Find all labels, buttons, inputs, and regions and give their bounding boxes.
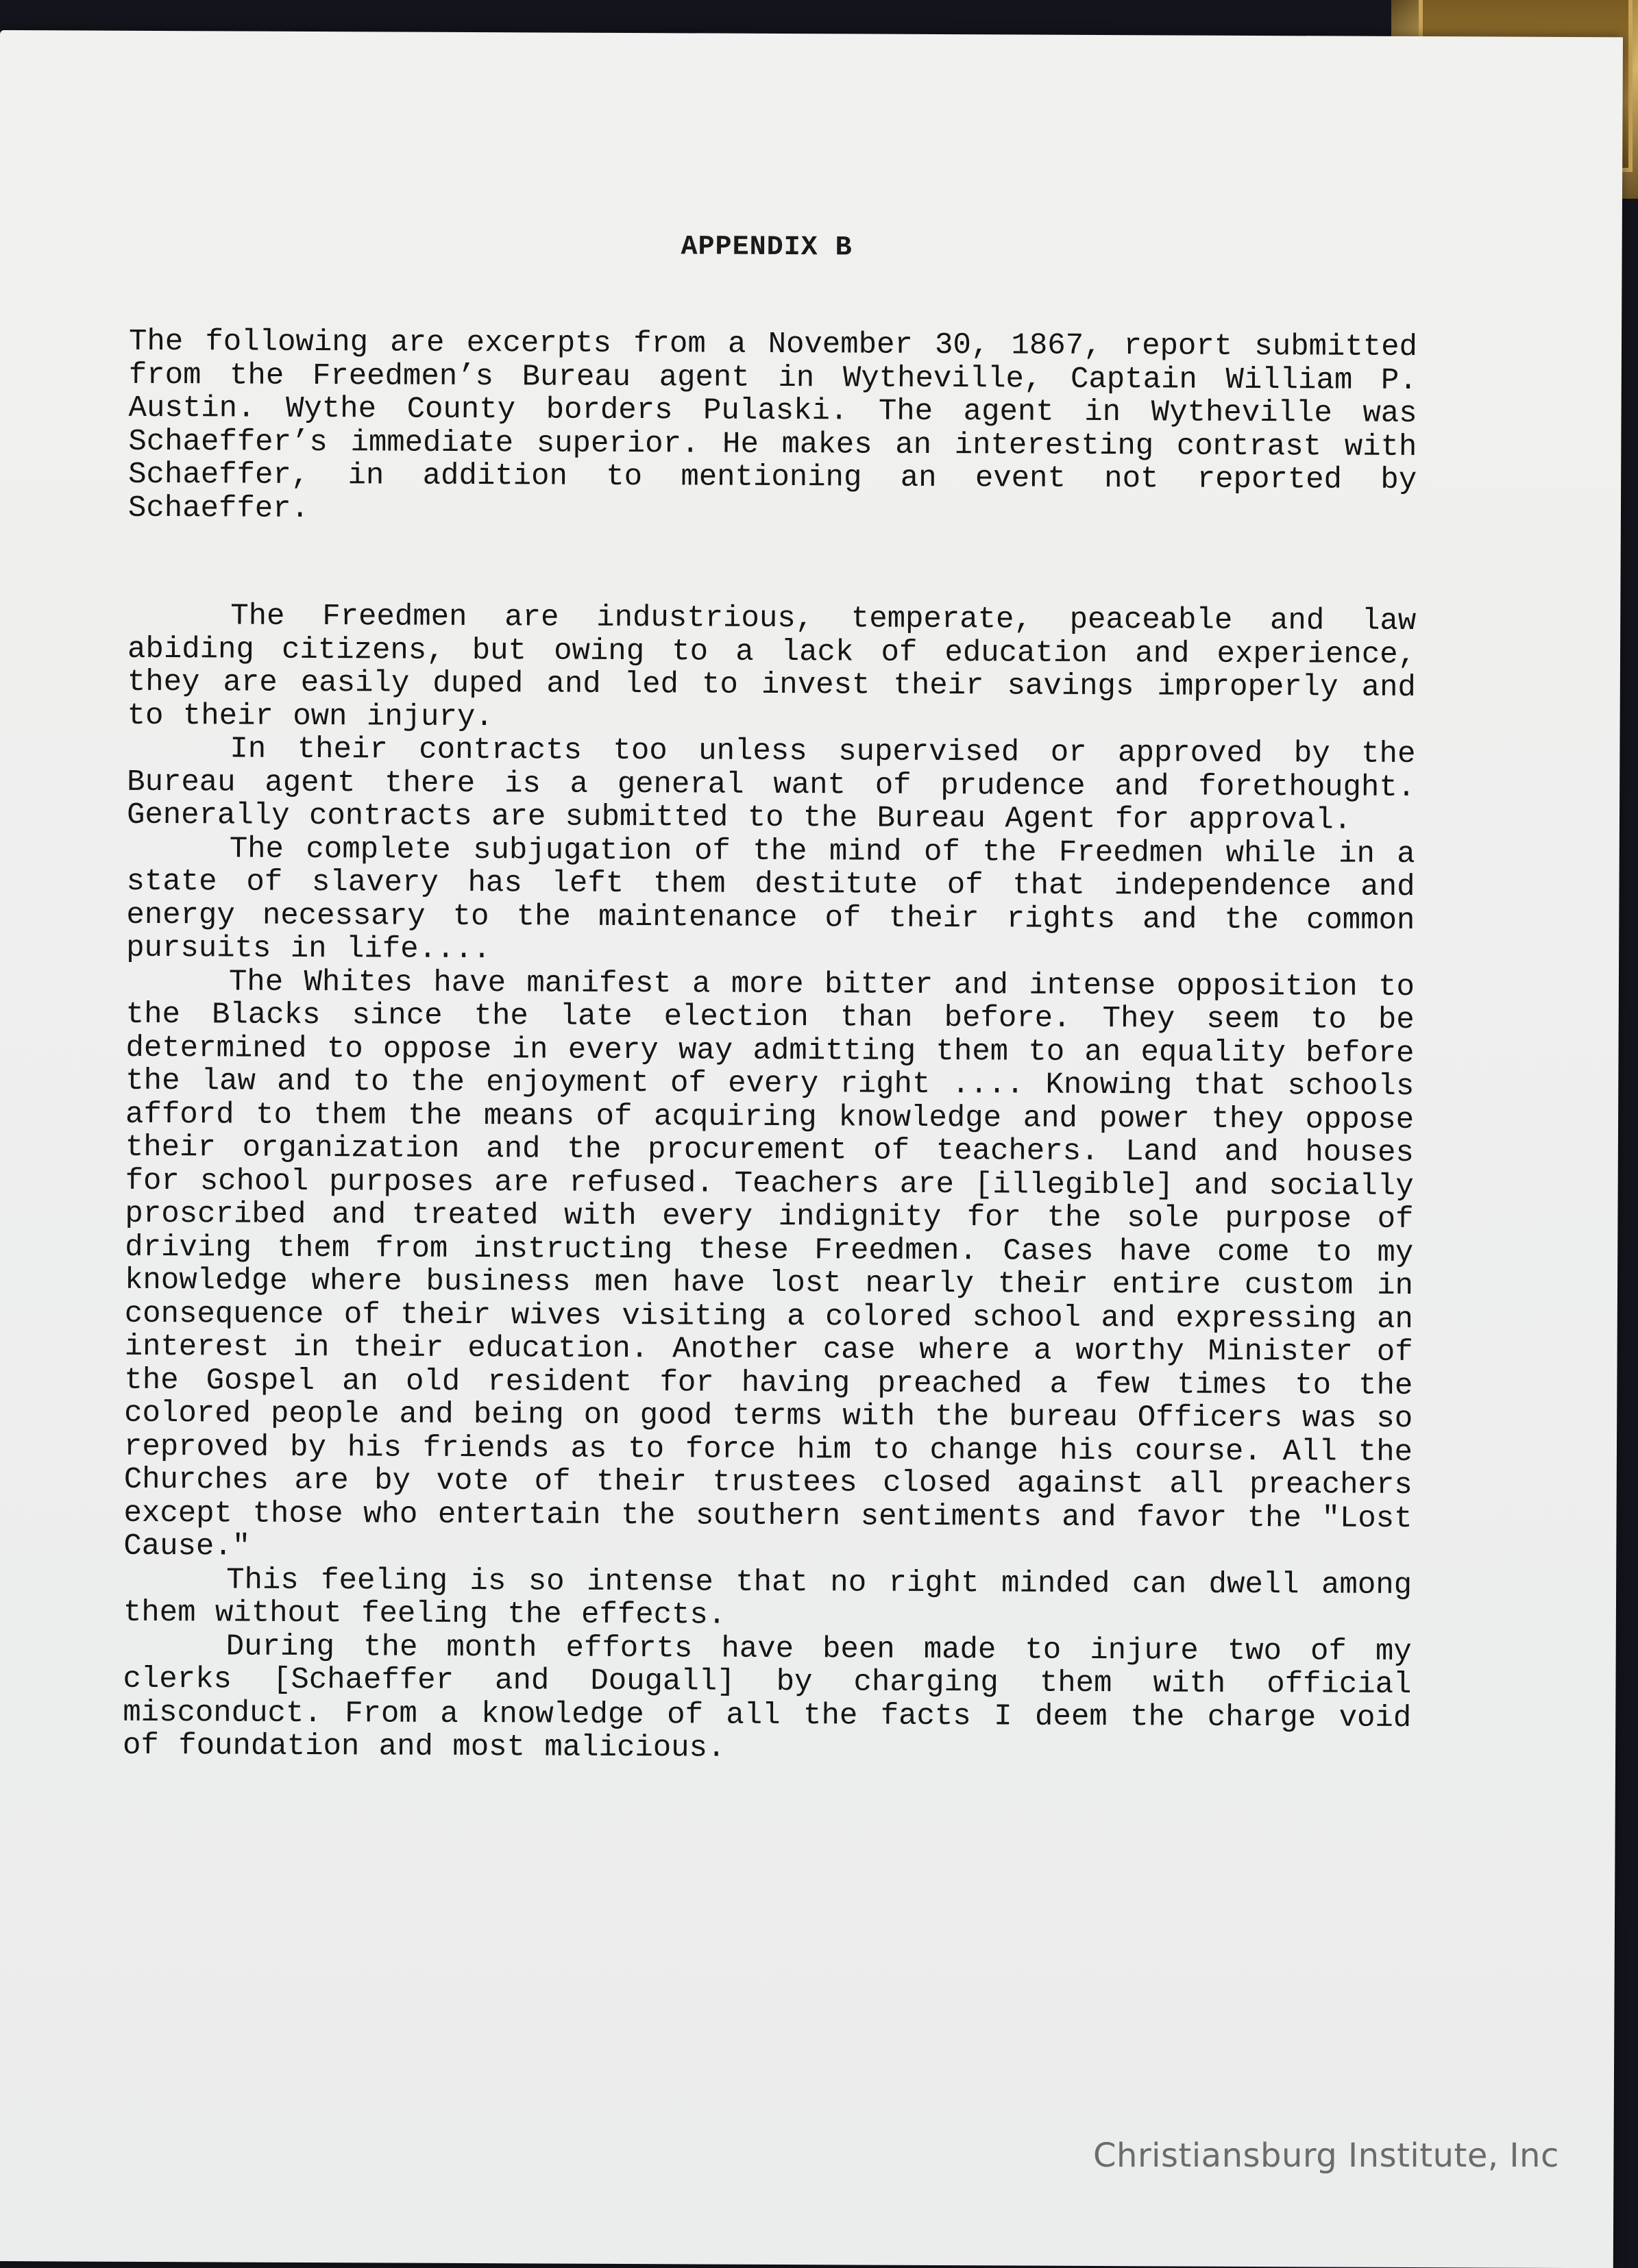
excerpt-paragraph: During the month efforts have been made to injure two of my clerks [Schaeffer and Dougall] by charging them with official misconduct. From a knowledge of all the facts I deem the charge void of foundation and most malicious. [122, 1629, 1412, 1766]
watermark-text: Christiansburg Institute, Inc [1093, 2136, 1559, 2175]
excerpt-paragraph: The Whites have manifest a more bitter and intense opposition to the Blacks since the late election than before. They seem to be determined to oppose in every way admitting them to an equality before the law and to the enjoyment of every right .... Knowing that schools afford to them the means of acquiring knowledge and power they oppose their organization and the procurement of teachers. Land and houses for school purposes are refused. Teachers are [illegible] and socially proscribed and treated with every indignity for the sole purpose of driving them from instructing these Freedmen. Cases have come to my knowledge where business men have lost nearly their entire custom in consequence of their wives visiting a colored school and expressing an interest in their education. Another case where a worthy Minister of the Gospel an old resident for having preached a few times to the colored people and being on good terms with the bureau Officers was so reproved by his friends as to force him to change his course. All the Churches are by vote of their trustees closed against all preachers except those who entertain the southern sentiments and favor the "Lost Cause." [123, 964, 1415, 1564]
page-title: APPENDIX B [681, 232, 853, 264]
report-excerpt [123, 600, 1416, 1768]
excerpt-paragraph: The Freedmen are industrious, temperate, peaceable and law abiding citizens, but owing to a lack of education and experience, they are easily duped and led to invest their savings improperly and to their own injury. [127, 599, 1417, 735]
excerpt-paragraph: The complete subjugation of the mind of the Freedmen while in a state of slavery has left them destitute of that independence and energy necessary to the maintenance of their rights and the common pursuits in life.... [126, 831, 1415, 967]
document-page [0, 30, 1623, 2268]
intro-paragraph: The following are excerpts from a November 30, 1867, report submitted from the Freedmen’s Bureau agent in Wytheville, Captain William P. Austin. Wythe County borders Pulaski. The agent in Wytheville was Schaeffer’s immediate superior. He makes an interesting contrast with Schaeffer, in addition to mentioning an event not reported by Schaeffer. [127, 324, 1418, 526]
excerpt-paragraph: In their contracts too unless supervised or approved by the Bureau agent there is a general want of prudence and forethought. Generally contracts are submitted to the Bureau Agent for approval. [126, 732, 1416, 838]
excerpt-paragraph: This feeling is so intense that no right minded can dwell among them without feeling the effects. [123, 1562, 1413, 1633]
